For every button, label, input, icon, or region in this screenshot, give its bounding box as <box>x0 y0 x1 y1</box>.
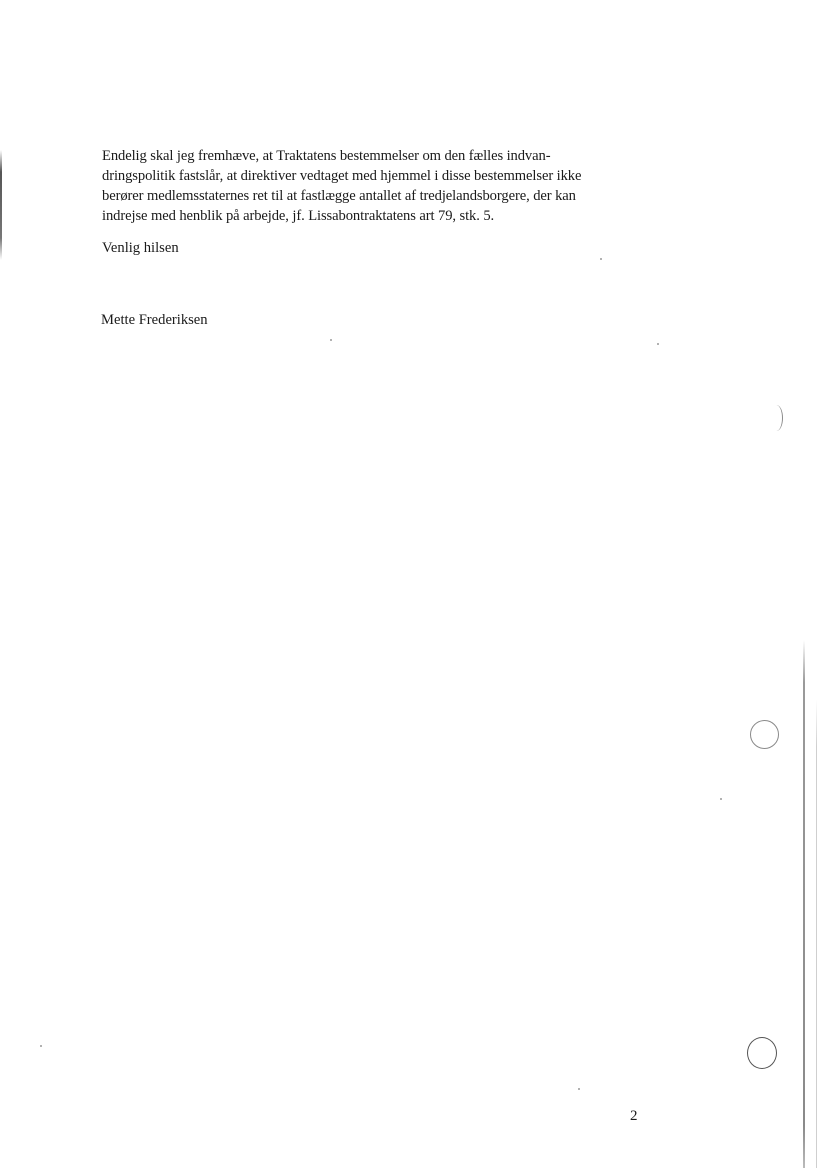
page-number: 2 <box>630 1108 638 1124</box>
scan-speck <box>40 1045 42 1047</box>
scan-speck <box>657 343 659 345</box>
scan-speck <box>720 798 722 800</box>
scan-edge-right-faint <box>816 700 817 1168</box>
punch-hole <box>747 1037 777 1069</box>
scan-edge-right <box>803 640 805 1168</box>
letter-paragraph <box>102 146 622 226</box>
paragraph-line: berører medlemsstaternes ret til at fastlægge antallet af tredjelandsborgere, der kan <box>102 188 576 204</box>
letter-signature: Mette Frederiksen <box>101 312 208 328</box>
paragraph-line: Endelig skal jeg fremhæve, at Traktatens bestemmelser om den fælles indvan- <box>102 148 551 164</box>
scan-speck <box>578 1088 580 1090</box>
scan-speck <box>600 258 602 260</box>
punch-hole-partial <box>770 405 783 431</box>
letter-closing: Venlig hilsen <box>102 240 179 256</box>
paragraph-line: indrejse med henblik på arbejde, jf. Lissabontraktatens art 79, stk. 5. <box>102 208 495 224</box>
paragraph-line: dringspolitik fastslår, at direktiver vedtaget med hjemmel i disse bestemmelser ikke <box>102 168 582 184</box>
scan-edge-left <box>0 150 2 260</box>
punch-hole <box>750 720 779 749</box>
scan-speck <box>330 339 332 341</box>
